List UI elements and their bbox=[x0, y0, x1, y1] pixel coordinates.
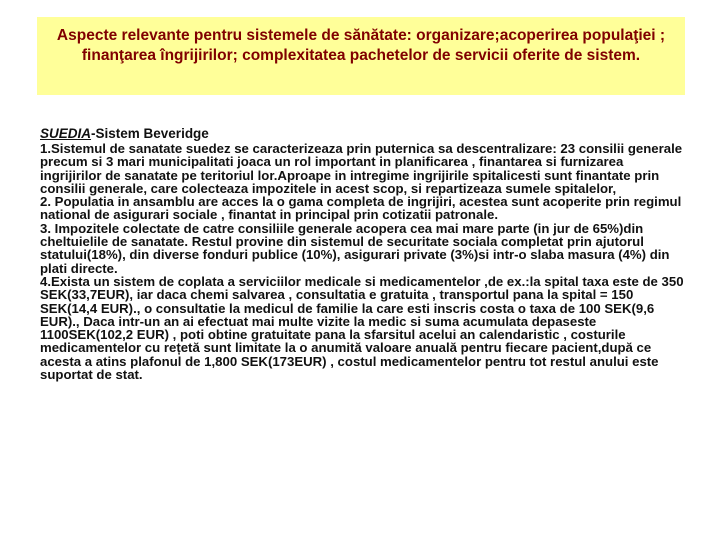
paragraph-2: 2. Populatia in ansamblu are acces la o gama completa de ingrijiri, acestea sunt acoperite prin regimul national de asigurari sociale , finantat in principal prin cotizatii patronale. bbox=[40, 194, 682, 223]
paragraph-1: 1.Sistemul de sanatate suedez se caracterizeaza prin puternica sa descentralizare: 23 consilii generale precum si 3 mari municipalitati joaca un rol important in planificarea , finantarea si furnizarea ingrijirilor de sanatate pe teritoriul lor.Aproape in intregime ingrijirile spitalicesti sunt finantate prin consilii generale, care colecteaza impozitele in acest scop, si repartizeaza sumele spitalelor, bbox=[40, 141, 683, 196]
slide-title: Aspecte relevante pentru sistemele de sănătate: organizare;acoperirea populaţiei ; finanţarea îngrijirilor; complexitatea pachetelor de servicii oferite de sistem. bbox=[56, 27, 666, 64]
title-banner bbox=[37, 17, 685, 95]
body-text bbox=[40, 142, 685, 381]
system-label: Sistem Beveridge bbox=[95, 126, 209, 141]
country-label: SUEDIA bbox=[40, 126, 92, 141]
section-heading bbox=[40, 126, 680, 142]
paragraph-3: 3. Impozitele colectate de catre consiliile generale acopera cea mai mare parte (in jur de 65%)din cheltuielile de sanatate. Restul provine din sistemul de securitate sociala completat prin ajutorul statului(18%), din diverse fonduri publice (10%), asigurari private (3%)si intr-o slaba masura (4%) din plati directe. bbox=[40, 220, 670, 276]
paragraph-4: 4.Exista un sistem de coplata a serviciilor medicale si medicamentelor ,de ex.:la spital taxa este de 350 SEK(33,7EUR), iar daca chemi salvarea , consultatia e gratuita , transportul pana la spital = 150 SEK(14,4 EUR)., o consultatie la medicul de familie la care esti inscris costa o taxa de 100 SEK(9,6 EUR)., Daca intr-un an ai efectuat mai multe vizite la medic si suma acumulata depaseste 1100SEK(102,2 EUR) , poti obtine gratuitate pana la sfarsitul acelui an calendaristic , costurile medicamentelor cu rețetă sunt limitate la o anumită valoare anuală pentru fiecare pacient,după ce acesta a atins plafonul de 1,800 SEK(173EUR) , costul medicamentelor pentru tot restul anului este suportat de stat. bbox=[40, 273, 684, 383]
heading-separator: - bbox=[91, 126, 96, 141]
